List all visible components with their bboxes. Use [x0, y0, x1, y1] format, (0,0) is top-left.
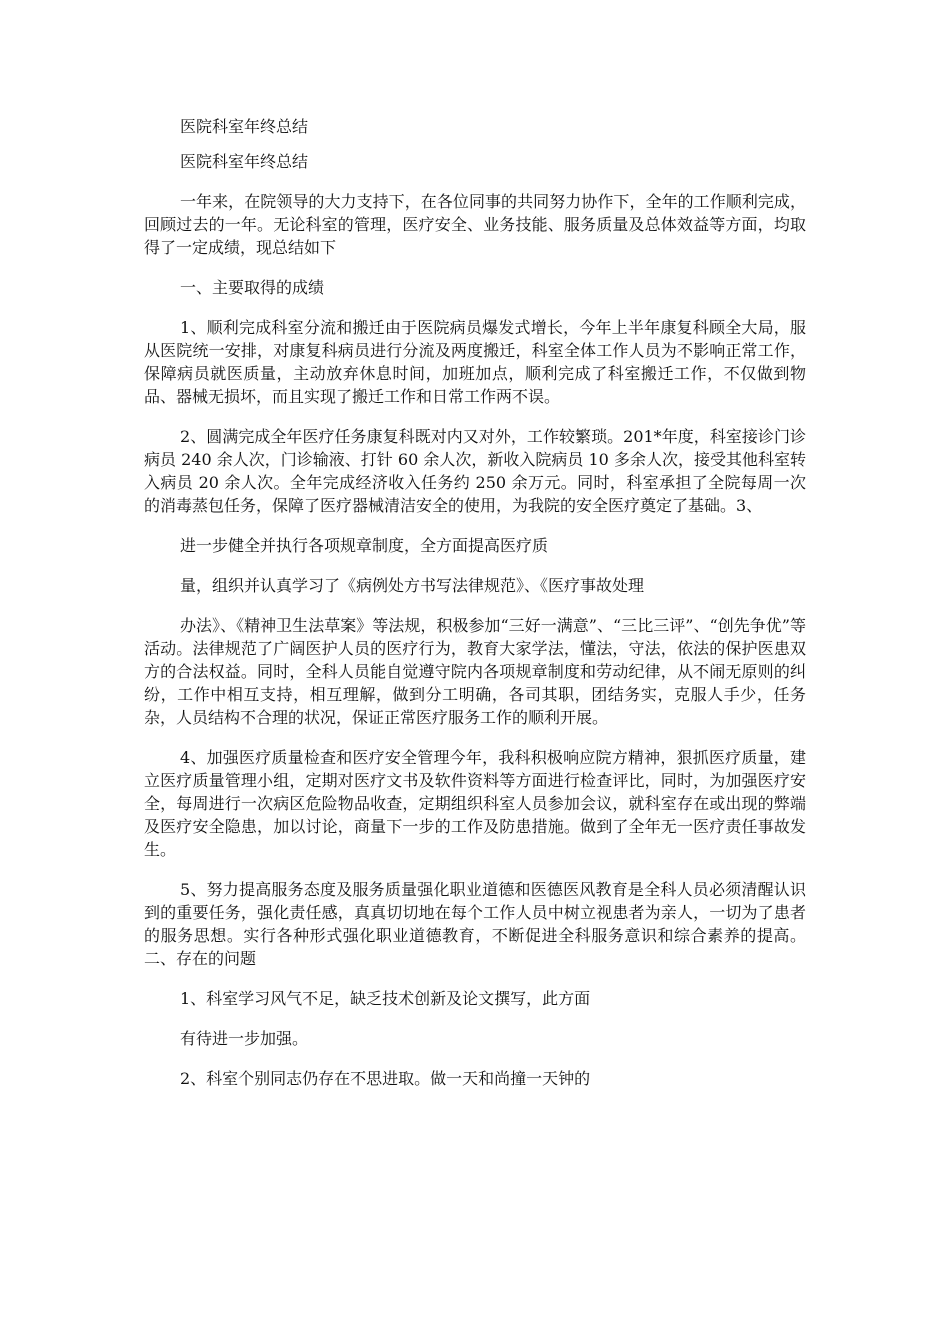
- paragraph-item-3-body: 办法》、《精神卫生法草案》等法规，积极参加“三好一满意”、“三比三评”、“创先争优”等活动。法律规范了广阔医护人员的医疗行为，教育大家学法，懂法，守法，依法的保护医患双方的合法权益。同时，全科人员能自觉遵守院内各项规章制度和劳动纪律，从不闹无原则的纠纷，工作中相互支持，相互理解，做到分工明确，各司其职，团结务实，克服人手少，任务杂，人员结构不合理的状况，保证正常医疗服务工作的顺利开展。: [144, 616, 806, 727]
- document-title: 医院科室年终总结: [180, 117, 309, 136]
- paragraph-item-4: 4、加强医疗质量检查和医疗安全管理今年，我科积极响应院方精神，狠抓医疗质量，建立医疗质量管理小组，定期对医疗文书及软件资料等方面进行检查评比，同时，为加强医疗安全，每周进行一次病区危险物品收查，定期组织科室人员参加会议，就科室存在或出现的弊端及医疗安全隐患，加以讨论，商量下一步的工作及防患措施。做到了全年无一医疗责任事故发生。: [144, 748, 806, 859]
- paragraph-intro: 一年来，在院领导的大力支持下，在各位同事的共同努力协作下，全年的工作顺利完成，回顾过去的一年。无论科室的管理，医疗安全、业务技能、服务质量及总体效益等方面，均取得了一定成绩，现总结如下: [144, 192, 806, 257]
- document-subtitle: 医院科室年终总结: [180, 152, 309, 171]
- paragraph-item-5: 5、努力提高服务态度及服务质量强化职业道德和医德医风教育是全科人员必须清醒认识到的重要任务，强化责任感，真真切切地在每个工作人员中树立视患者为亲人，一切为了患者的服务思想。实行各种形式强化职业道德教育，不断促进全科服务意识和综合素养的提高。二、存在的问题: [144, 880, 806, 968]
- paragraph-item-1: 1、顺利完成科室分流和搬迁由于医院病员爆发式增长，今年上半年康复科顾全大局，服从医院统一安排，对康复科病员进行分流及两度搬迁，科室全体工作人员为不影响正常工作，保障病员就医质量，主动放弃休息时间，加班加点，顺利完成了科室搬迁工作，不仅做到物品、器械无损坏，而且实现了搬迁工作和日常工作两不误。: [144, 318, 806, 406]
- paragraph-item-3-line-a: 进一步健全并执行各项规章制度，全方面提高医疗质: [180, 536, 549, 555]
- section-heading-achievements: 一、主要取得的成绩: [180, 278, 325, 297]
- paragraph-item-3-line-b: 量，组织并认真学习了《病例处方书写法律规范》、《医疗事故处理: [180, 576, 645, 595]
- paragraph-problem-2: 2、科室个别同志仍存在不思进取。做一天和尚撞一天钟的: [180, 1069, 591, 1088]
- paragraph-problem-1-line-b: 有待进一步加强。: [180, 1029, 309, 1048]
- paragraph-problem-1-line-a: 1、科室学习风气不足，缺乏技术创新及论文撰写，此方面: [180, 989, 591, 1008]
- document-body: [144, 115, 806, 1107]
- paragraph-item-2: 2、圆满完成全年医疗任务康复科既对内又对外，工作较繁琐。201*年度，科室接诊门诊病员 240 余人次，门诊输液、打针 60 余人次，新收入院病员 10 多余人次，接受其他科室转入病员 20 余人次。全年完成经济收入任务约 250 余万元。同时，科室承担了全院每周一次的消毒蒸包任务，保障了医疗器械清洁安全的使用，为我院的安全医疗奠定了基础。3、: [144, 427, 806, 515]
